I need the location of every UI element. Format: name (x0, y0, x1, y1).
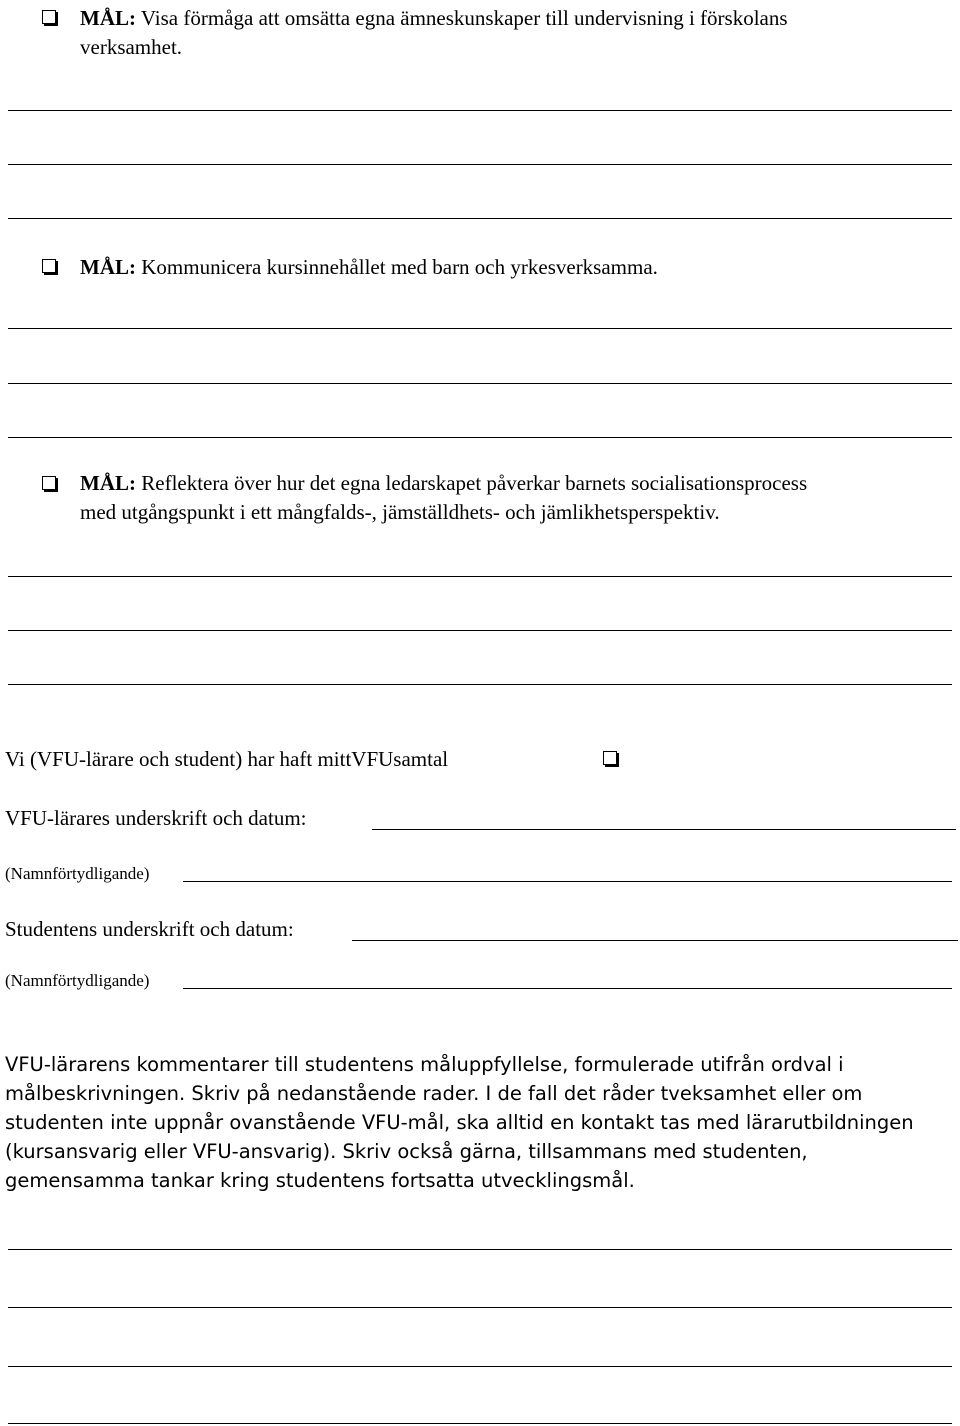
teacher-name-clarification-label: (Namnförtydligande) (5, 864, 150, 883)
goal-3-answer-line-3[interactable] (8, 684, 952, 685)
goal-2-answer-line-1[interactable] (8, 328, 952, 329)
goal-2-answer-line-2[interactable] (8, 383, 952, 384)
goal-1-answer-line-2[interactable] (8, 164, 952, 165)
comment-instruction (5, 1050, 914, 1195)
goal-3-line-1: Reflektera över hur det egna ledarskapet påverkar barnets socialisationsprocess (141, 471, 808, 495)
goal-3-answer-line-1[interactable] (8, 576, 952, 577)
student-signature-line[interactable] (352, 940, 958, 941)
goal-1-line-2: verksamhet. (80, 35, 183, 59)
student-name-clarification-line[interactable] (183, 988, 952, 989)
goal-1-prefix: MÅL: (80, 6, 136, 30)
vfu-talk-checkbox[interactable] (603, 751, 617, 765)
goal-1-line-1: Visa förmåga att omsätta egna ämneskunskaper till undervisning i förskolans (140, 6, 788, 30)
teacher-signature-label: VFU-lärares underskrift och datum: (5, 806, 307, 830)
comment-line-2[interactable] (8, 1307, 952, 1308)
goal-3-prefix: MÅL: (80, 471, 136, 495)
goal-3-answer-line-2[interactable] (8, 630, 952, 631)
goal-2-text (80, 253, 658, 282)
teacher-signature-line[interactable] (372, 829, 956, 830)
student-name-clarification-label: (Namnförtydligande) (5, 971, 150, 990)
goal-3-checkbox[interactable] (42, 476, 56, 490)
comment-line-1[interactable] (8, 1249, 952, 1250)
goal-3-line-2: med utgångspunkt i ett mångfalds-, jämställdhets- och jämlikhetsperspektiv. (80, 500, 720, 524)
goal-2-checkbox[interactable] (42, 259, 56, 273)
goal-3-text (80, 469, 807, 527)
teacher-name-clarification-line[interactable] (183, 881, 952, 882)
goal-2-answer-line-3[interactable] (8, 437, 952, 438)
comment-instruction-line-2: målbeskrivningen. Skriv på nedanstående rader. I de fall det råder tveksamhet eller om (5, 1082, 863, 1105)
student-signature-label: Studentens underskrift och datum: (5, 917, 294, 941)
comment-instruction-line-5: gemensamma tankar kring studentens fortsatta utvecklingsmål. (5, 1169, 635, 1192)
comment-instruction-line-1: VFU-lärarens kommentarer till studentens måluppfyllelse, formulerade utifrån ordval i (5, 1053, 844, 1076)
goal-1-answer-line-3[interactable] (8, 218, 952, 219)
comment-line-4[interactable] (8, 1423, 952, 1424)
goal-1-checkbox[interactable] (42, 10, 56, 24)
comment-instruction-line-3: studenten inte uppnår ovanstående VFU-mål, ska alltid en kontakt tas med lärarutbildningen (5, 1111, 914, 1134)
goal-2-prefix: MÅL: (80, 255, 136, 279)
goal-2-line-1: Kommunicera kursinnehållet med barn och yrkesverksamma. (141, 255, 658, 279)
goal-1-answer-line-1[interactable] (8, 110, 952, 111)
vfu-talk-label: Vi (VFU-lärare och student) har haft mittVFUsamtal (5, 747, 449, 771)
comment-instruction-line-4: (kursansvarig eller VFU-ansvarig). Skriv också gärna, tillsammans med studenten, (5, 1140, 808, 1163)
comment-line-3[interactable] (8, 1366, 952, 1367)
goal-1-text (80, 4, 788, 62)
